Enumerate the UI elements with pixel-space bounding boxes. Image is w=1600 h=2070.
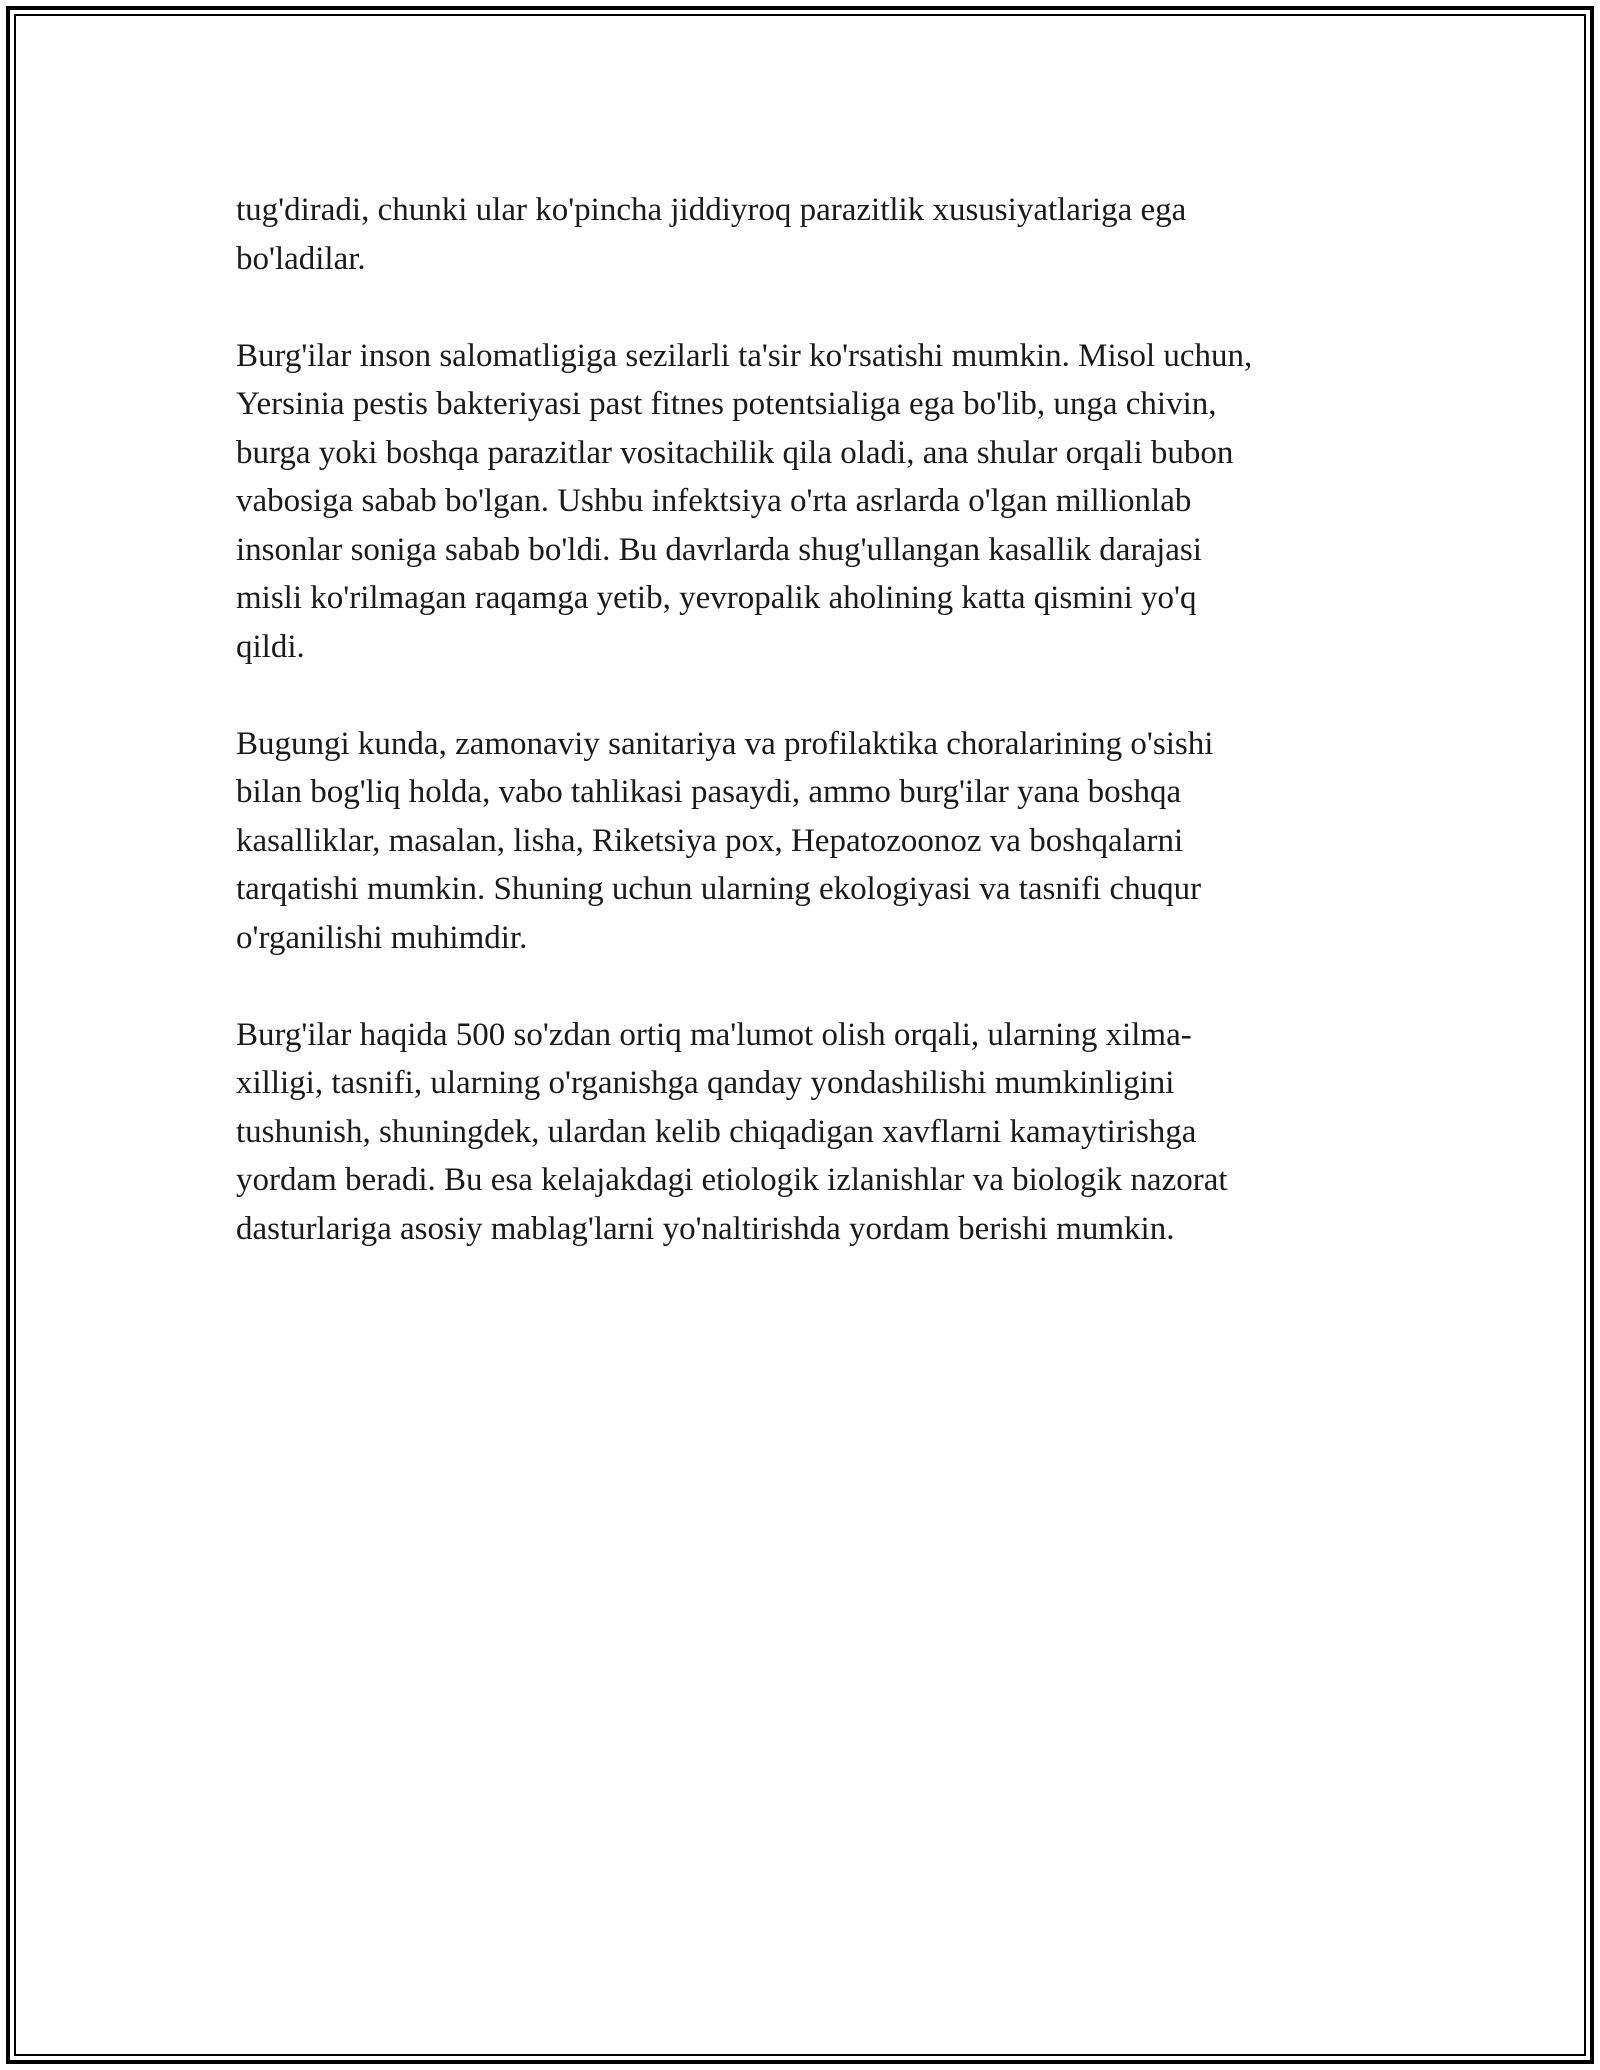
paragraph: Bugungi kunda, zamonaviy sanitariya va profilaktika choralarining o'sishi bilan bog'liq holda, vabo tahlikasi pasaydi, ammo burg'ilar yana boshqa kasalliklar, masalan, lisha, Riketsiya pox, Hepatozoonoz va boshqalarni tarqatishi mumkin. Shuning uchun ularning ekologiyasi va tasnifi chuqur o'rganilishi muhimdir. [236, 725, 1214, 956]
paragraph: Burg'ilar inson salomatligiga sezilarli ta'sir ko'rsatishi mumkin. Misol uchun, Yersinia pestis bakteriyasi past fitnes potentsialiga ega bo'lib, unga chivin, burga yoki boshqa parazitlar vositachilik qila oladi, ana shular orqali bubon vabosiga sabab bo'lgan. Ushbu infektsiya o'rta asrlarda o'lgan millionlab insonlar soniga sabab bo'ldi. Bu davrlarda shug'ullangan kasallik darajasi misli ko'rilmagan raqamga yetib, yevropalik aholining katta qismini yo'q qildi. [236, 337, 1253, 665]
paragraph: tug'diradi, chunki ular ko'pincha jiddiyroq parazitlik xususiyatlariga ega bo'ladilar. [236, 192, 1187, 277]
paragraph: Burg'ilar haqida 500 so'zdan ortiq ma'lumot olish orqali, ularning xilma- xilligi, tasnifi, ularning o'rganishga qanday yondashilishi mumkinligini tushunish, shuningdek, ulardan kelib chiqadigan xavflarni kamaytirishga yordam beradi. Bu esa kelajakdagi etiologik izlanishlar va biologik nazorat dasturlariga asosiy mablag'larni yo'naltirishda yordam berishi mumkin. [236, 1016, 1228, 1247]
document-body [236, 186, 1366, 1302]
